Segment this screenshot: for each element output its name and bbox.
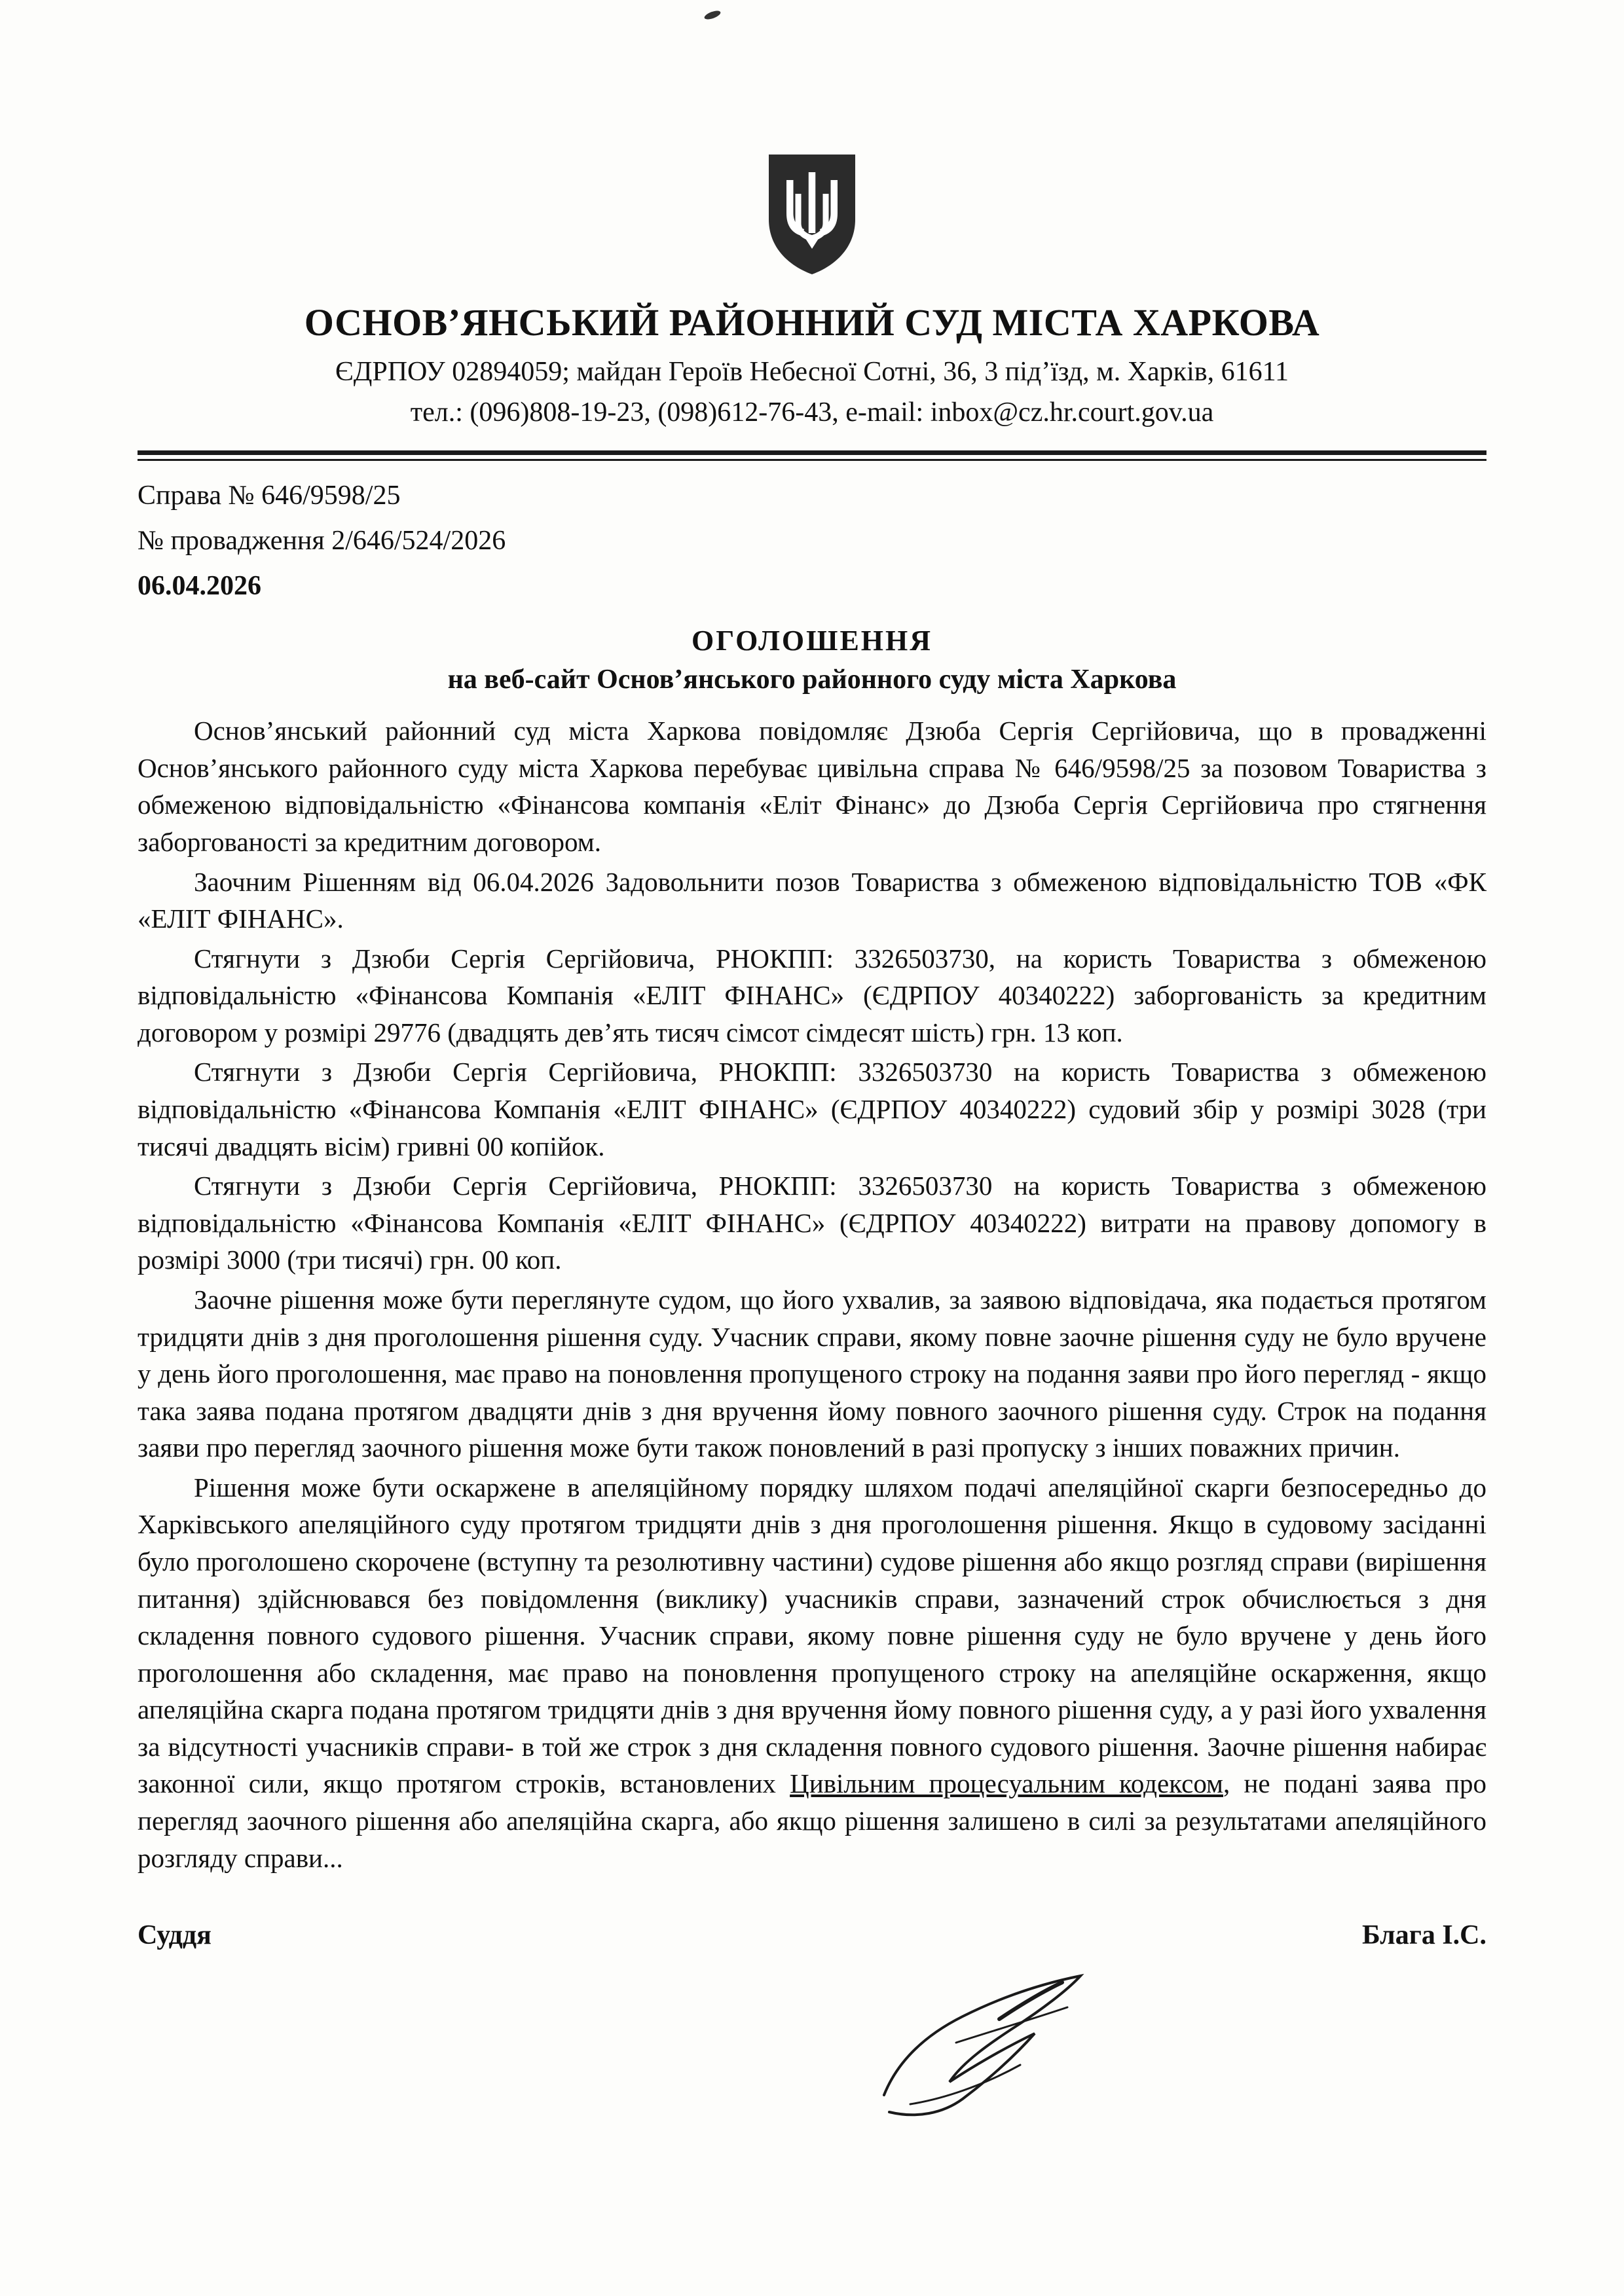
court-address: ЄДРПОУ 02894059; майдан Героїв Небесної Сотні, 36, 3 під’їзд, м. Харків, 61611 bbox=[335, 356, 1289, 387]
paragraph-7-text-after: , не подані заява про перегляд заочного рішення або апеляційна скарга, або якщо рішення залишено в силі за результатами апеляційного розгляду справи... bbox=[138, 1768, 1486, 1873]
announcement-title: ОГОЛОШЕННЯ bbox=[691, 625, 933, 657]
document-date: 06.04.2026 bbox=[138, 571, 261, 602]
paragraph-2: Заочним Рішенням від 06.04.2026 Задовольнити позов Товариства з обмеженою відповідальністю ТОВ «ФК «ЕЛІТ ФІНАНС». bbox=[138, 866, 1486, 934]
paragraph-7-text-before: Рішення може бути оскаржене в апеляційному порядку шляхом подачі апеляційної скарги безпосередньо до Харківського апеляційного суду протягом тридцяти днів з дня проголошення рішення. Якщо в судовому засіданні було проголошено скорочене (вступну та резолютивну частини) судове рішення або якщо розгляд справи (вирішення питання) здійснювався без повідомлення (виклику) учасників справи, зазначений строк обчислюється з дня складення повного судового рішення. Учасник справи, якому повне рішення суду не було вручене у день його проголошення або складення, має право на поновлення пропущеного строку на апеляційне оскарження, якщо апеляційна скарга подана протягом тридцяти днів з дня вручення йому повного рішення суду, а у разі його ухвалення за відсутності учасників справи- в той же строк з дня складення повного судового рішення. Заочне рішення набирає законної сили, якщо протягом строків, встановлених bbox=[138, 1472, 1486, 1799]
paragraph-7 bbox=[138, 1469, 1486, 1876]
court-title: ОСНОВ’ЯНСЬКИЙ РАЙОННИЙ СУД МІСТА ХАРКОВА bbox=[304, 301, 1320, 344]
civil-procedure-code-link[interactable]: Цивільним процесуальним кодексом bbox=[790, 1768, 1224, 1799]
paragraph-3: Стягнути з Дзюби Сергія Сергійовича, РНОКПП: 3326503730, на користь Товариства з обмеженою відповідальністю «Фінансова Компанія «ЕЛІТ ФІНАНС» (ЄДРПОУ 40340222) заборгованість за кредитним договором у розмірі 29776 (двадцять дев’ять тисяч сімсот сімдесят шість) грн. 13 коп. bbox=[138, 943, 1486, 1048]
header-divider bbox=[138, 450, 1486, 461]
judge-role-label: Суддя bbox=[138, 1920, 212, 1951]
ukraine-trident-emblem bbox=[763, 151, 861, 278]
court-contacts: тел.: (096)808-19-23, (098)612-76-43, e-mail: inbox@cz.hr.court.gov.ua bbox=[410, 397, 1214, 428]
case-meta bbox=[138, 475, 1486, 607]
paragraph-6: Заочне рішення може бути переглянуте судом, що його ухвалив, за заявою відповідача, яка подається протягом тридцяти днів з дня проголошення рішення суду. Учасник справи, якому повне заочне рішення суду не було вручене у день його проголошення, має право на поновлення пропущеного строку на подання заяви про його перегляд - якщо така заява подана протягом двадцяти днів з дня вручення йому повного заочного рішення суду. Строк на подання заяви про перегляд заочного рішення може бути також поновлений в разі пропуску з інших поважних причин. bbox=[138, 1284, 1486, 1463]
proceeding-number: № провадження 2/646/524/2026 bbox=[138, 526, 506, 556]
paragraph-4: Стягнути з Дзюби Сергія Сергійовича, РНОКПП: 3326503730 на користь Товариства з обмеженою відповідальністю «Фінансова Компанія «ЕЛІТ ФІНАНС» (ЄДРПОУ 40340222) судовий збір у розмірі 3028 (три тисячі двадцять вісім) гривні 00 копійок. bbox=[138, 1057, 1486, 1161]
judge-name: Блага І.С. bbox=[1361, 1920, 1486, 1951]
paragraph-1: Основ’янський районний суд міста Харкова повідомляє Дзюба Сергія Сергійовича, що в провадженні Основ’янського районного суду міста Харкова перебуває цивільна справа № 646/9598/25 за позовом Товариства з обмеженою відповідальністю «Фінансова компанія «Еліт Фінанс» до Дзюба Сергія Сергійовича про стягнення заборгованості за кредитним договором. bbox=[138, 716, 1486, 858]
paragraph-5: Стягнути з Дзюби Сергія Сергійовича, РНОКПП: 3326503730 на користь Товариства з обмеженою відповідальністю «Фінансова Компанія «ЕЛІТ ФІНАНС» (ЄДРПОУ 40340222) витрати на правову допомогу в розмірі 3000 (три тисячі) грн. 00 коп. bbox=[138, 1171, 1486, 1275]
page-scan-artifact bbox=[703, 9, 722, 21]
announcement-subtitle: на веб-сайт Основ’янського районного суду міста Харкова bbox=[447, 665, 1177, 695]
handwritten-signature bbox=[871, 1964, 1159, 2121]
signature-row bbox=[138, 1920, 1486, 1951]
case-number: Справа № 646/9598/25 bbox=[138, 481, 401, 511]
emblem-container bbox=[138, 151, 1486, 282]
signature-area bbox=[138, 1951, 1486, 2121]
